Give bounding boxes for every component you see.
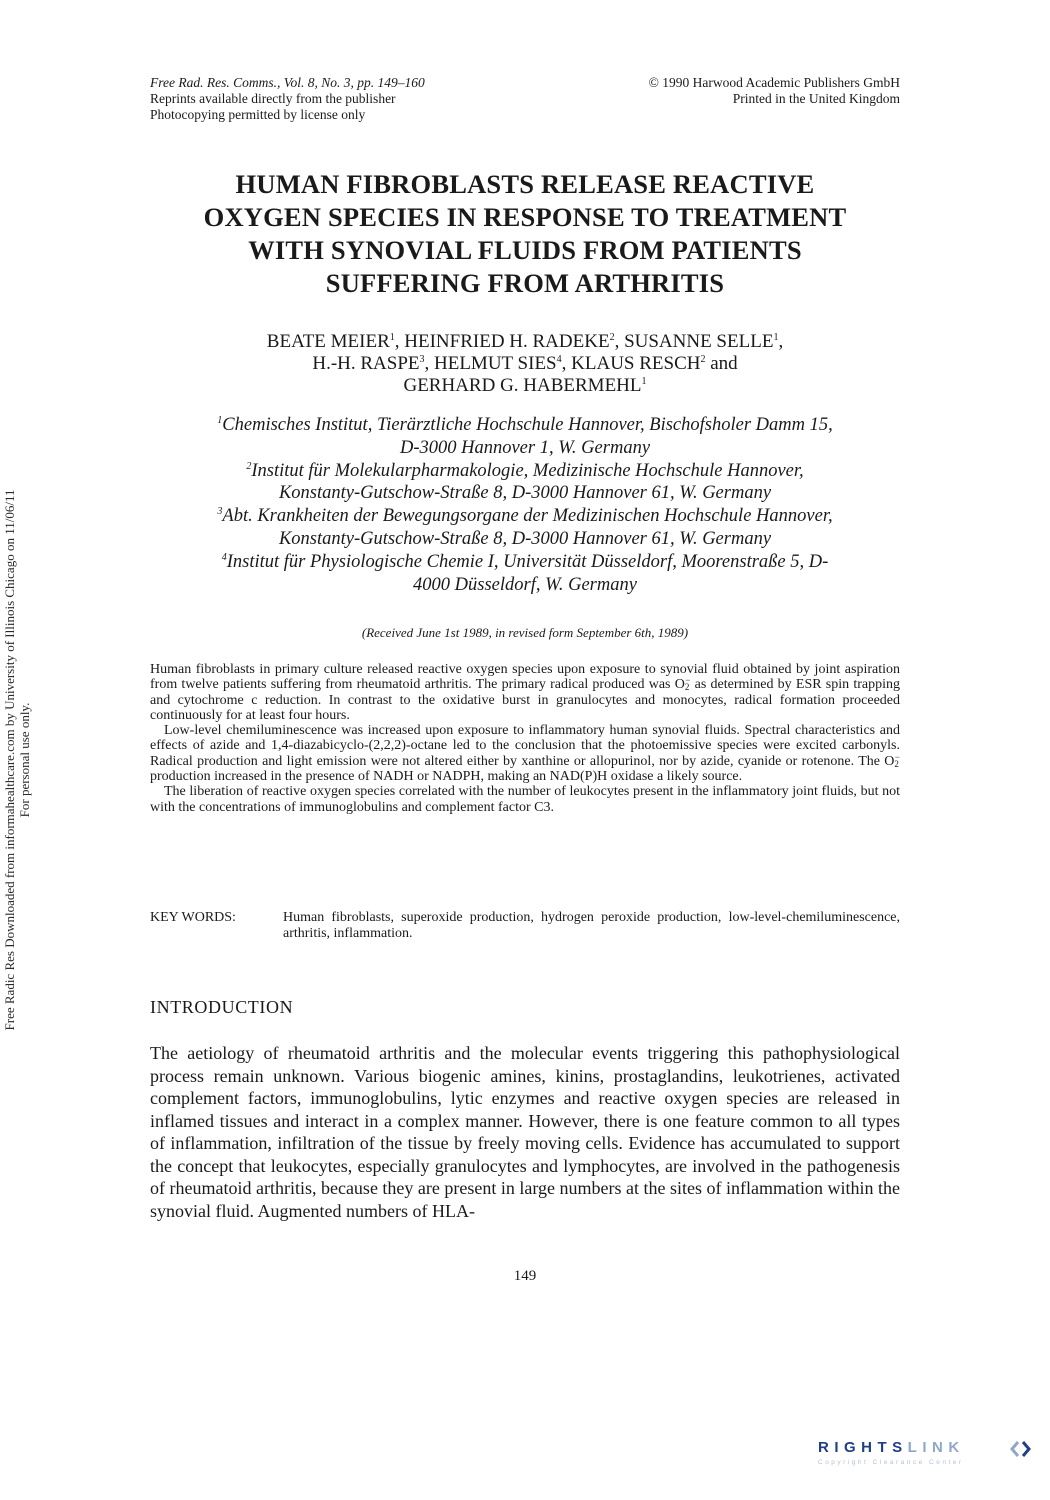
abstract-paragraph <box>150 723 900 784</box>
author-line <box>140 353 910 375</box>
affiliation-line: Konstanty-Gutschow-Straße 8, D-3000 Hannover 61, W. Germany <box>278 483 772 504</box>
keywords-label: KEY WORDS: <box>150 910 236 925</box>
affiliation-text: Abt. Krankheiten der Bewegungsorgane der Medizinischen Hochschule Hannover, <box>222 506 833 527</box>
journal-header-right <box>600 75 900 107</box>
author-name: , HELMUT SIES <box>424 353 557 374</box>
logo-word-light: LINK <box>907 1439 965 1456</box>
reprints-note: Reprints available directly from the publisher <box>150 91 396 106</box>
body-paragraph: The aetiology of rheumatoid arthritis and the molecular events triggering this pathophysiological process remain unknown. Various biogenic amines, kinins, prostaglandins, leukotrienes, activated complement factors, immunoglobulins, lytic enzymes and reactive oxygen species are released in inflamed tissues and interact in a complex manner. However, there is one feature common to all types of inflammation, infiltration of the tissue by freely moving cells. Evidence has accumulated to support the concept that leukocytes, especially granulocytes and lymphocytes, are involved in the pathogenesis of rheumatoid arthritis, because they are present in large numbers at the sites of inflammation within the synovial fluid. Augmented numbers of HLA- <box>150 1043 900 1221</box>
author-affil-mark: 2 <box>609 332 615 343</box>
introduction-body <box>150 1042 900 1222</box>
author-name: , SUSANNE SELLE <box>614 331 774 352</box>
author-name: , HEINFRIED H. RADEKE <box>394 331 610 352</box>
affiliation-mark: 3 <box>217 506 223 518</box>
affiliation-line: Konstanty-Gutschow-Straße 8, D-3000 Hannover 61, W. Germany <box>278 528 772 549</box>
abstract-text: Human fibroblasts in primary culture released reactive oxygen species upon exposure to synovial fluid obtained by joint aspiration from twelve patients suffering from rheumatoid arthritis. The primary radical produced was O <box>150 662 900 693</box>
author-list <box>140 331 910 397</box>
download-watermark <box>2 400 42 1120</box>
abstract-text: production increased in the presence of NADH or NADPH, making an NAD(P)H oxidase a likely source. <box>150 769 743 785</box>
author-affil-mark: 1 <box>641 376 647 387</box>
author-name: BEATE MEIER <box>266 331 390 352</box>
printed-note: Printed in the United Kingdom <box>732 91 900 106</box>
affiliation-mark: 1 <box>217 415 223 426</box>
author-affil-mark: 1 <box>389 332 395 343</box>
affiliation-text: Chemisches Institut, Tierärztliche Hochschule Hannover, Bischofsholer Damm 15, <box>222 415 833 435</box>
affiliation-mark: 4 <box>221 551 227 563</box>
copyright-notice: © 1990 Harwood Academic Publishers GmbH <box>648 75 900 90</box>
abstract-text: Low-level chemiluminescence was increased upon exposure to inflammatory human synovial fluids. Spectral characteristics and effects of azide and 1,4-diazabicyclo-(2,2,2)-octane led to the conclusion that the photoemissive species were excited carbonyls. Radical production and light emission were not altered either by xanthine or allopurinol, nor by azide, cyanide or rotenone. The O <box>150 723 900 769</box>
title-line: WITH SYNOVIAL FLUIDS FROM PATIENTS <box>248 235 802 265</box>
logo-wordmark <box>818 1439 965 1456</box>
abstract-paragraph <box>150 662 900 723</box>
formula-subscript: 2 <box>894 758 899 769</box>
author-name: , KLAUS RESCH <box>561 353 701 374</box>
abstract-paragraph: The liberation of reactive oxygen species correlated with the number of leukocytes present in the inflammatory joint fluids, but not with the concentrations of immunoglobulins and complement factor C3. <box>150 784 900 815</box>
affiliation-mark: 2 <box>246 460 252 472</box>
keywords-text: Human fibroblasts, superoxide production, hydrogen peroxide production, low-level-chemiluminescence, arthritis, inflammation. <box>283 910 900 941</box>
author-affil-mark: 1 <box>773 332 779 343</box>
author-line <box>140 331 910 353</box>
title-line: OXYGEN SPECIES IN RESPONSE TO TREATMENT <box>203 202 847 232</box>
photocopying-note: Photocopying permitted by license only <box>150 107 366 122</box>
author-separator: and <box>705 353 738 374</box>
affiliation-line: 4000 Düsseldorf, W. Germany <box>413 574 637 595</box>
watermark-line: For personal use only. <box>17 702 32 818</box>
paper-title <box>110 168 940 300</box>
rightslink-logo[interactable] <box>818 1439 1033 1479</box>
author-line <box>140 375 910 397</box>
affiliation-text: Institut für Physiologische Chemie I, Universität Düsseldorf, Moorenstraße 5, D- <box>226 551 829 572</box>
abstract-text: as determined by ESR spin trapping and cytochrome c reduction. In contrast to the oxidative burst in granulocytes and monocytes, radical formation proceeded continuously for at least four hours. <box>150 677 900 723</box>
affiliation-line <box>140 551 910 574</box>
section-heading: INTRODUCTION <box>150 997 294 1017</box>
received-dates: (Received June 1st 1989, in revised form September 6th, 1989) <box>361 625 689 640</box>
author-affil-mark: 3 <box>419 354 425 365</box>
title-line: SUFFERING FROM ARTHRITIS <box>325 268 725 298</box>
watermark-line: Free Radic Res Downloaded from informahealthcare.com by University of Illinois Chicago on 11/06/11 <box>2 489 17 1031</box>
author-name: GERHARD G. HABERMEHL <box>403 375 642 396</box>
journal-citation: Free Rad. Res. Comms., Vol. 8, No. 3, pp. 149–160 <box>150 75 425 90</box>
author-name: H.-H. RASPE <box>312 353 420 374</box>
formula-subscript: 2 <box>684 682 690 693</box>
formula-superscript: − <box>894 751 900 762</box>
affiliation-line: D-3000 Hannover 1, W. Germany <box>399 437 651 458</box>
affiliation-line <box>140 505 910 528</box>
logo-word-dark: RIGHTS <box>818 1439 908 1456</box>
affiliation-line <box>140 460 910 483</box>
affiliation-list <box>140 414 910 596</box>
title-line: HUMAN FIBROBLASTS RELEASE REACTIVE <box>235 169 815 199</box>
page-number: 149 <box>513 1268 537 1284</box>
author-affil-mark: 4 <box>556 354 562 365</box>
abstract <box>150 662 900 815</box>
affiliation-text: Institut für Molekularpharmakologie, Medizinische Hochschule Hannover, <box>251 460 804 481</box>
logo-subtitle: Copyright Clearance Center <box>818 1459 964 1466</box>
author-affil-mark: 2 <box>700 354 706 365</box>
journal-header-left <box>150 75 570 123</box>
chevrons-icon <box>1010 1440 1032 1458</box>
formula-superscript: − <box>685 675 691 686</box>
watermark-text-block <box>2 400 32 1120</box>
author-separator: , <box>778 331 784 352</box>
affiliation-line <box>140 414 910 437</box>
